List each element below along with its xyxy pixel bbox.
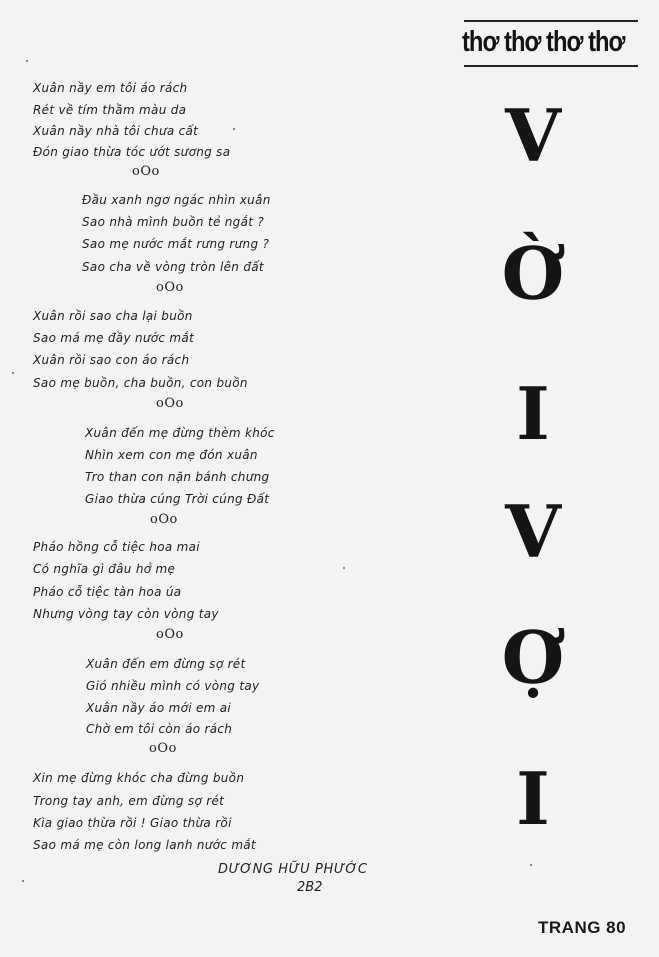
poem-line: Xuân đến em đừng sợ rét: [86, 657, 246, 671]
poem-line: Nhưng vòng tay còn vòng tay: [33, 607, 219, 621]
poem-line: Sao má mẹ còn long lanh nước mắt: [33, 838, 256, 852]
poem-line: Xuân nầy áo mới em ai: [86, 701, 232, 715]
title-letter: I: [516, 756, 550, 841]
poem-line: Pháo hồng cỗ tiệc hoa mai: [33, 540, 200, 554]
poem-line: Pháo cỗ tiệc tàn hoa úa: [33, 585, 182, 599]
print-speck: [530, 864, 532, 866]
author-name: DƯƠNG HỮU PHƯỚC: [218, 862, 368, 877]
title-letter: I: [516, 371, 550, 456]
poem-line: Xuân rồi sao con áo rách: [33, 353, 190, 367]
title-letter: Ợ: [501, 615, 565, 700]
stanza-separator: oOo: [132, 164, 160, 179]
poem-line: Nhìn xem con mẹ đón xuân: [85, 448, 258, 462]
poem-line: Xin mẹ đừng khóc cha đừng buồn: [33, 771, 245, 785]
title-letter: Ờ: [501, 231, 565, 316]
poem-line: Giao thừa cúng Trời cúng Đất: [85, 492, 270, 506]
print-speck: [12, 372, 14, 374]
poem-line: Sao cha về vòng tròn lên đất: [82, 260, 264, 274]
poem-line: Đầu xanh ngơ ngác nhìn xuân: [82, 193, 271, 207]
poem-line: Xuân đến mẹ đừng thèm khóc: [85, 426, 275, 440]
poem-line: Gió nhiều mình có vòng tay: [86, 679, 260, 693]
title-letter: V: [505, 489, 561, 574]
page-number: TRANG 80: [538, 918, 627, 937]
stanza-separator: oOo: [156, 396, 184, 411]
poem-line: Sao nhà mình buồn tẻ ngắt ?: [82, 215, 265, 229]
section-header: thơ thơ thơ thơ: [462, 26, 625, 58]
poem-line: Sao má mẹ đầy nước mắt: [33, 331, 195, 345]
poem-line: Kìa giao thừa rồi ! Giao thừa rồi: [33, 816, 232, 830]
poem-line: Trong tay anh, em đừng sợ rét: [33, 794, 225, 808]
poem-line: Xuân rồi sao cha lại buồn: [33, 309, 193, 323]
stanza-separator: oOo: [156, 627, 184, 642]
header-top-rule: [464, 20, 638, 22]
print-speck: [26, 60, 28, 62]
poem-line: Xuân nầy em tôi áo rách: [33, 81, 188, 95]
print-speck: [233, 128, 235, 130]
header-bottom-rule: [464, 65, 638, 67]
poem-line: Chờ em tôi còn áo rách: [86, 722, 233, 736]
poem-line: Rét về tím thầm màu da: [33, 103, 187, 117]
print-speck: [343, 567, 345, 569]
author-class: 2B2: [297, 880, 323, 895]
poem-line: Đón giao thừa tóc ướt sương sa: [33, 145, 231, 159]
poem-line: Sao mẹ buồn, cha buồn, con buồn: [33, 376, 248, 390]
stanza-separator: oOo: [149, 741, 177, 756]
stanza-separator: oOo: [150, 512, 178, 527]
title-letter: V: [505, 93, 561, 178]
poem-line: Sao mẹ nước mắt rưng rưng ?: [82, 237, 270, 251]
poem-line: Xuân nầy nhà tôi chưa cất: [33, 124, 199, 138]
poem-line: Tro than con nặn bánh chưng: [85, 470, 270, 484]
print-speck: [22, 880, 24, 882]
stanza-separator: oOo: [156, 280, 184, 295]
poem-line: Có nghĩa gì đâu hở mẹ: [33, 562, 176, 576]
